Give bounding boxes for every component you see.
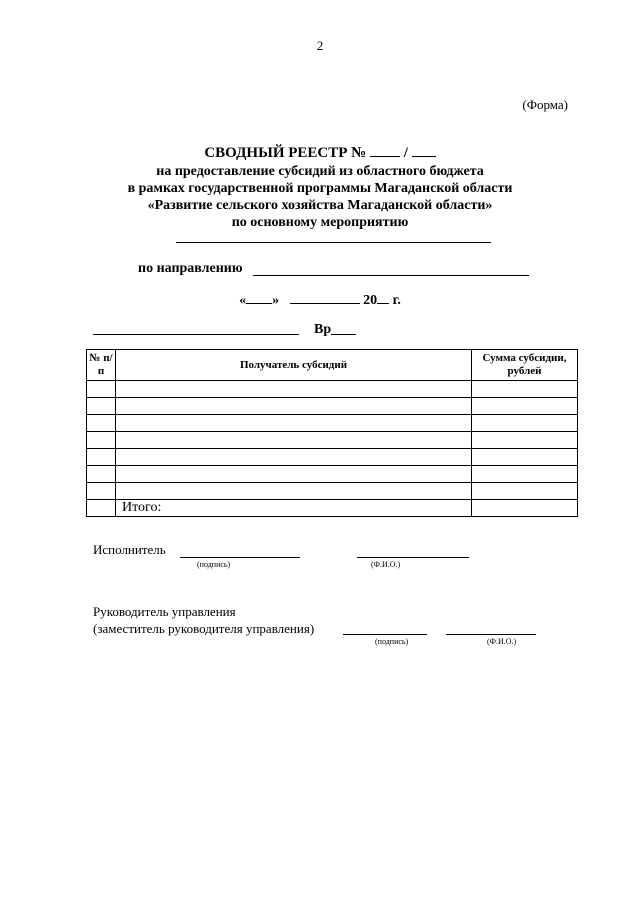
table-row [87, 449, 578, 466]
day-blank [246, 292, 272, 304]
title-line-5: по основному мероприятию [231, 215, 409, 230]
table-row [87, 483, 578, 500]
executor-name-caption: (Ф.И.О.) [371, 560, 401, 569]
vr-label: Вр [314, 322, 332, 337]
table-row [87, 398, 578, 415]
table-row [87, 466, 578, 483]
year-suffix: г. [392, 293, 401, 308]
total-label: Итого: [116, 500, 472, 517]
register-number-blank [370, 144, 400, 157]
register-number-blank-2 [412, 144, 436, 157]
table-header-row [87, 350, 578, 381]
register-title-main: СВОДНЫЙ РЕЕСТР № [204, 145, 367, 161]
total-row [87, 500, 578, 517]
head-name-caption: (Ф.И.О.) [487, 637, 517, 646]
register-number-separator: / [403, 145, 408, 161]
executor-signature-caption: (подпись) [197, 560, 231, 569]
vr-blank [331, 334, 356, 335]
table-row [87, 381, 578, 398]
column-header-recipient: Получатель субсидий [116, 350, 472, 381]
page-number: 2 [316, 38, 324, 53]
title-line-2: на предоставление субсидий из областного бюджета [156, 164, 484, 179]
title-line-4: «Развитие сельского хозяйства Магаданской области» [147, 198, 493, 213]
executor-signature-line [180, 557, 300, 558]
head-label-line-2: (заместитель руководителя управления) [93, 621, 315, 636]
table-row [87, 415, 578, 432]
register-title [0, 144, 640, 162]
direction-label: по направлению [138, 261, 243, 276]
form-label: (Форма) [522, 97, 568, 112]
register-table [86, 349, 578, 517]
date-line [0, 292, 640, 309]
year-blank [377, 292, 389, 304]
org-name-line [93, 334, 299, 335]
table-row [87, 432, 578, 449]
head-signature-caption: (подпись) [375, 637, 409, 646]
head-name-line [446, 634, 536, 635]
executor-name-line [357, 557, 469, 558]
head-label-line-1: Руководитель управления [93, 604, 236, 619]
direction-line [253, 275, 529, 276]
executor-label: Исполнитель [93, 542, 166, 557]
column-header-amount: Сумма субсидии, рублей [472, 350, 578, 381]
month-blank [290, 292, 360, 304]
measure-name-line [176, 242, 491, 243]
title-line-3: в рамках государственной программы Магаданской области [127, 181, 513, 196]
column-header-number: № п/п [87, 350, 116, 381]
head-signature-line [343, 634, 427, 635]
date-close-quote: » [272, 293, 280, 308]
year-prefix: 20 [363, 293, 378, 308]
date-open-quote: « [239, 293, 247, 308]
